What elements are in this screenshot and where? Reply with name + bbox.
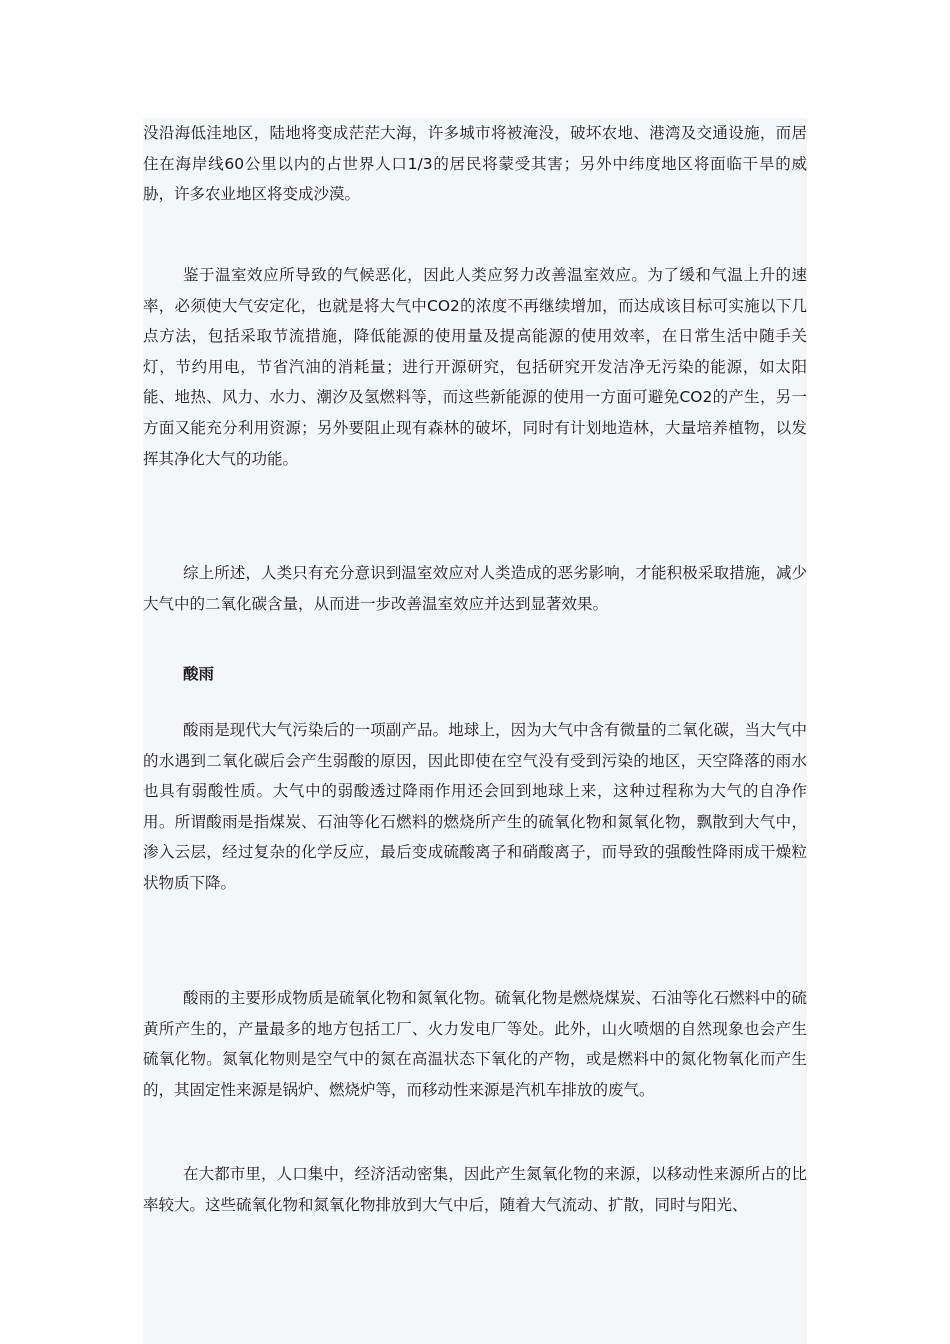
paragraph-acid-rain-definition: 酸雨是现代大气污染后的一项副产品。地球上，因为大气中含有微量的二氧化碳，当大气中的水遇到二氧化碳后会产生弱酸的原因，因此即使在空气没有受到污染的地区，天空降落的雨水也具有弱酸性质。大气中的弱酸透过降雨作用还会回到地球上来，这种过程称为大气的自净作用。所谓酸雨是指煤炭、石油等化石燃料的燃烧所产生的硫氧化物和氮氧化物，飘散到大气中，渗入云层，经过复杂的化学反应，最后变成硫酸离子和硝酸离子，而导致的强酸性降雨成干燥粒状物质下降。 [143, 721, 807, 892]
paragraph-summary: 综上所述，人类只有充分意识到温室效应对人类造成的恶劣影响，才能积极采取措施，减少大气中的二氧化碳含量，从而进一步改善温室效应并达到显著效果。 [143, 564, 807, 613]
paragraph-urban-emissions: 在大都市里，人口集中，经济活动密集，因此产生氮氧化物的来源，以移动性来源所占的比率较大。这些硫氧化物和氮氧化物排放到大气中后，随着大气流动、扩散，同时与阳光、 [143, 1165, 807, 1214]
section-heading-acid-rain: 酸雨 [183, 665, 215, 683]
paragraph-acid-rain-sources: 酸雨的主要形成物质是硫氧化物和氮氧化物。硫氧化物是燃烧煤炭、石油等化石燃料中的硫黄所产生的，产量最多的地方包括工厂、火力发电厂等处。此外，山火喷烟的自然现象也会产生硫氧化物。氮氧化物则是空气中的氮在高温状态下氧化的产物，或是燃料中的氮化物氧化而产生的，其固定性来源是锅炉、燃烧炉等，而移动性来源是汽机车排放的废气。 [143, 989, 807, 1099]
article-body [143, 118, 807, 1344]
paragraph-sea-level: 没沿海低洼地区，陆地将变成茫茫大海，许多城市将被淹没，破坏农地、港湾及交通设施，而居住在海岸线60公里以内的占世界人口1/3的居民将蒙受其害；另外中纬度地区将面临干旱的威胁，许多农业地区将变成沙漠。 [143, 124, 807, 204]
paragraph-mitigation: 鉴于温室效应所导致的气候恶化，因此人类应努力改善温室效应。为了缓和气温上升的速率，必须使大气安定化，也就是将大气中CO2的浓度不再继续增加，而达成该目标可实施以下几点方法，包括采取节流措施，降低能源的使用量及提高能源的使用效率，在日常生活中随手关灯，节约用电，节省汽油的消耗量；进行开源研究，包括研究开发洁净无污染的能源，如太阳能、地热、风力、水力、潮汐及氢燃料等，而这些新能源的使用一方面可避免CO2的产生，另一方面又能充分利用资源；另外要阻止现有森林的破坏，同时有计划地造林，大量培养植物，以发挥其净化大气的功能。 [143, 266, 807, 468]
